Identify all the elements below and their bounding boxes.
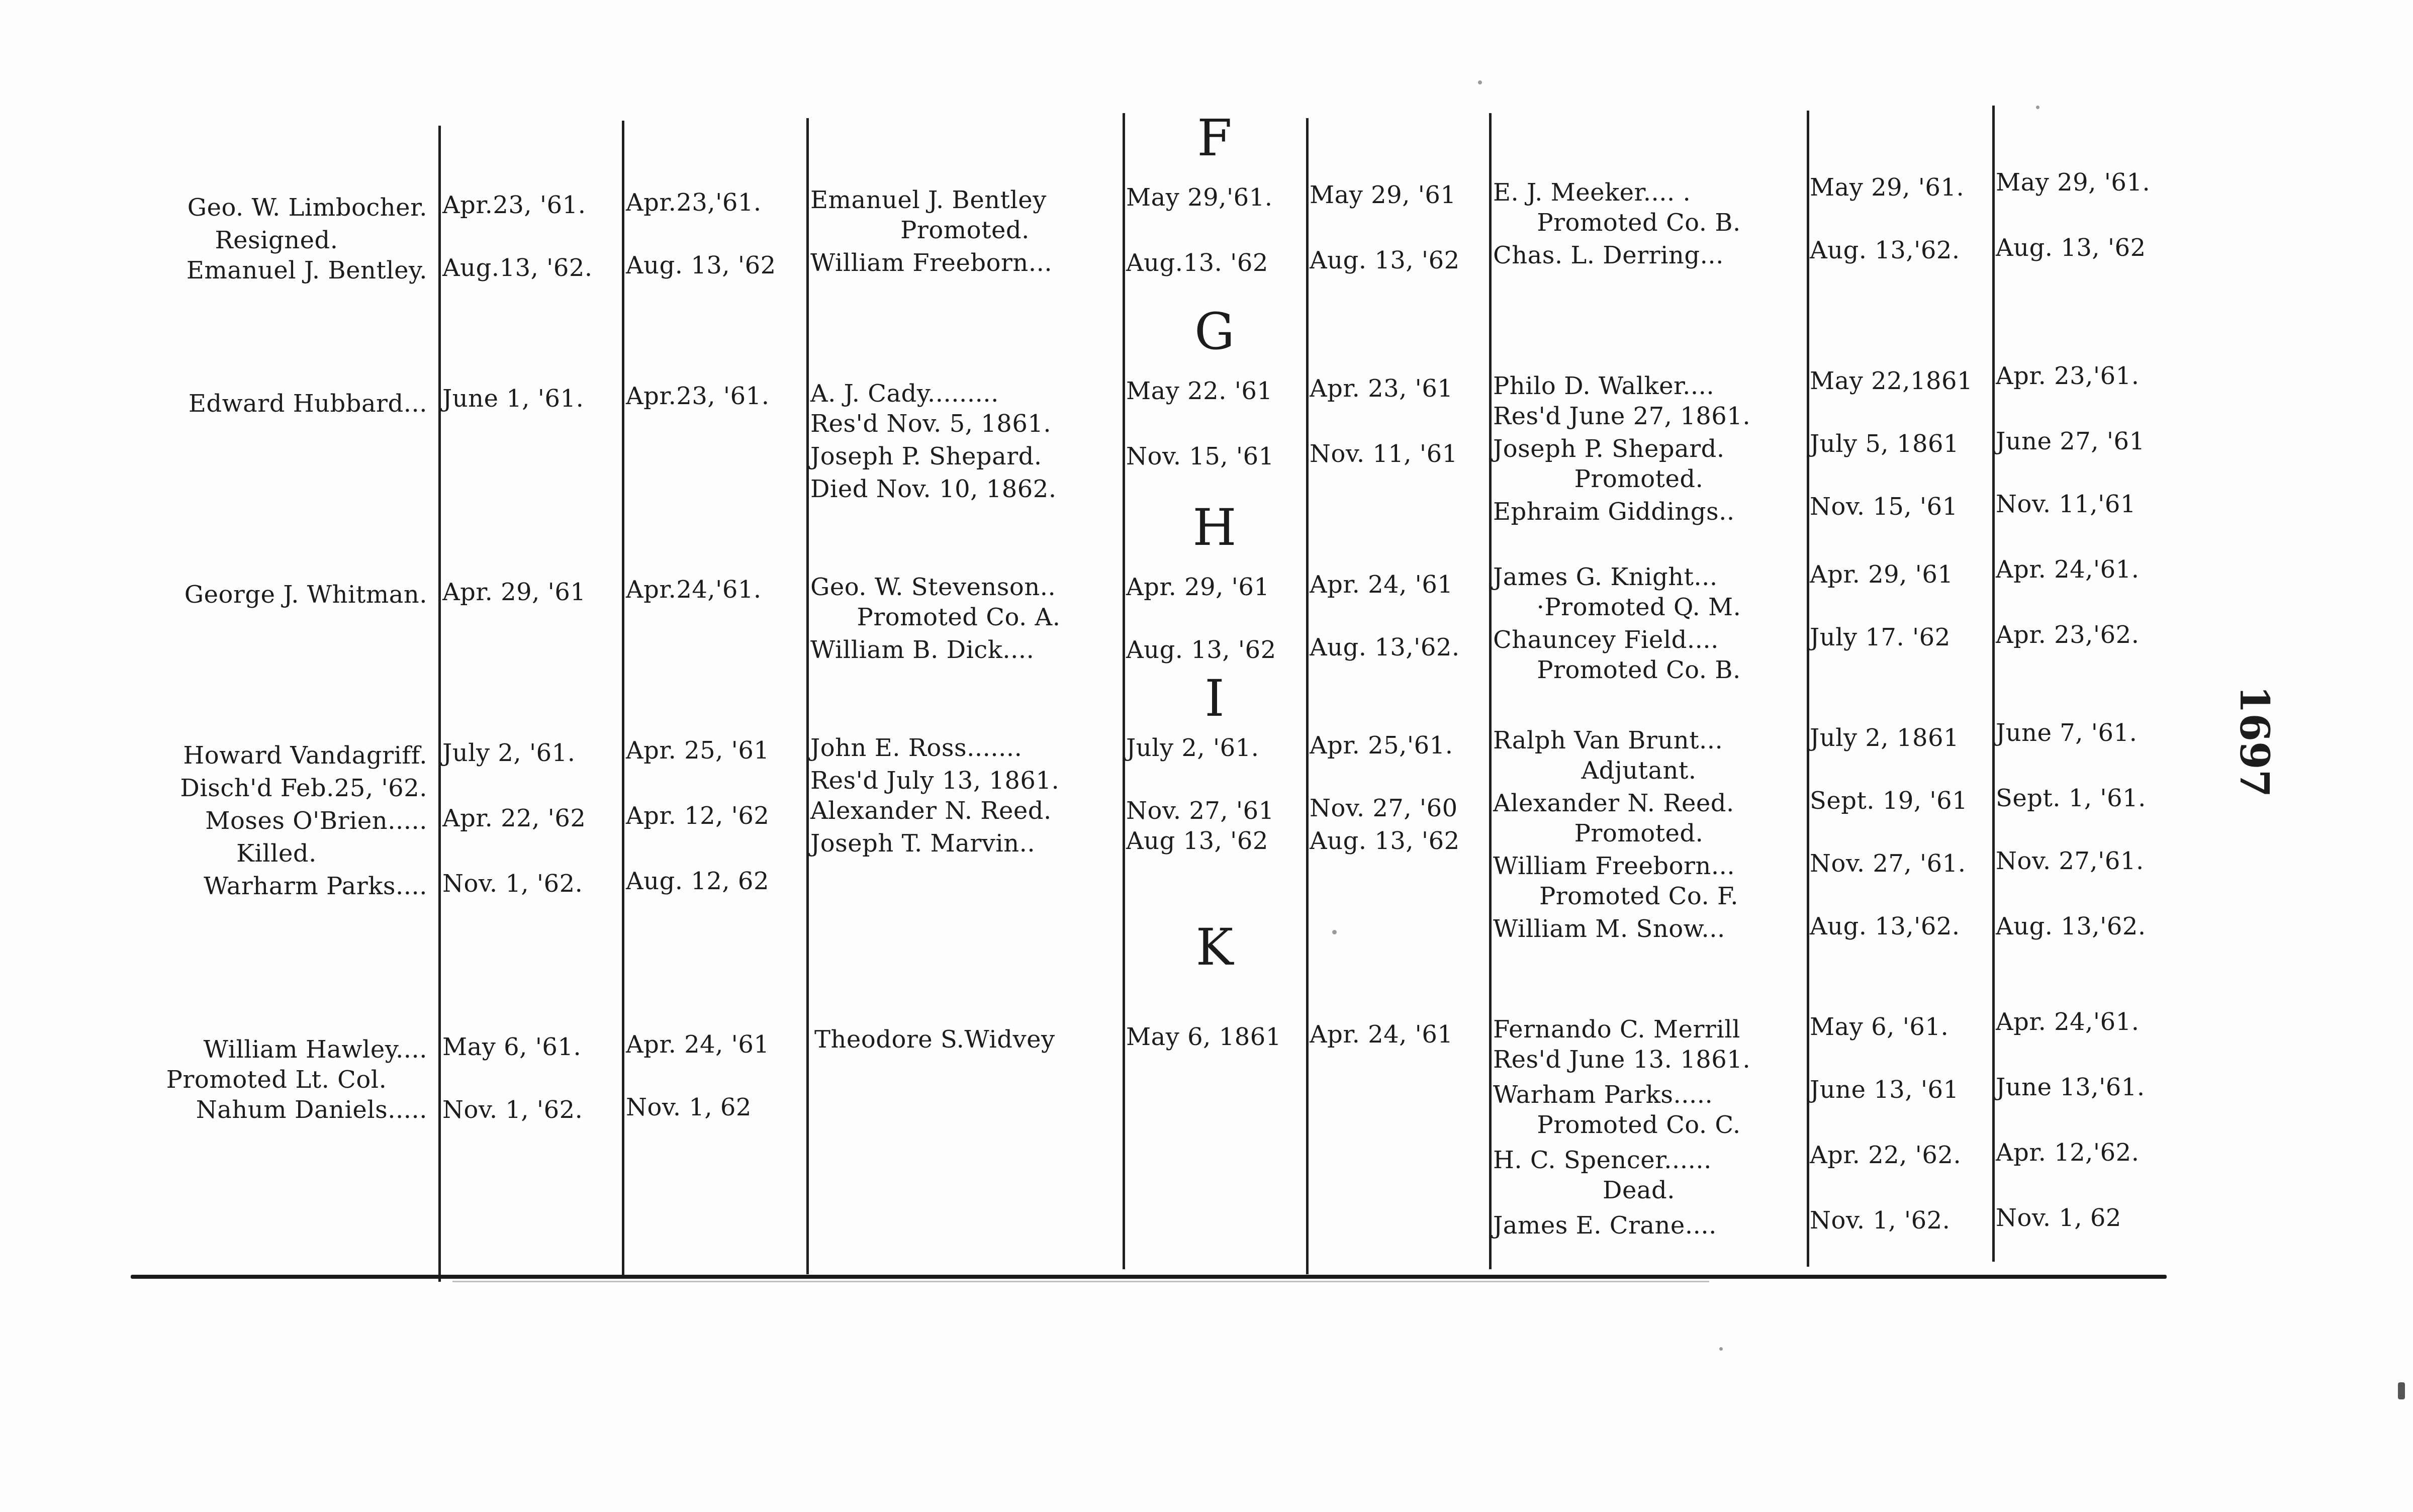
- section-letter-g: G: [1194, 302, 1235, 361]
- column-rule: [438, 126, 441, 1282]
- date-entry: Apr. 29, '61: [442, 578, 586, 606]
- name-note: Promoted.: [900, 216, 1030, 244]
- date-entry: Nov. 1, '62.: [1810, 1206, 1951, 1235]
- scan-speck: [2398, 1382, 2405, 1399]
- name-entry: Edward Hubbard...: [188, 390, 427, 418]
- name-entry: A. J. Cady.........: [810, 380, 999, 408]
- date-entry: Apr. 25, '61: [626, 736, 770, 765]
- date-entry: May 6, 1861: [1126, 1023, 1281, 1051]
- name-entry: Philo D. Walker....: [1493, 372, 1715, 400]
- name-note: Res'd June 13. 1861.: [1493, 1046, 1751, 1074]
- name-entry: Chas. L. Derring...: [1493, 241, 1724, 269]
- name-entry: William Freeborn...: [810, 249, 1053, 277]
- date-entry: Apr. 24, '61: [1310, 1020, 1453, 1049]
- bottom-rule-shadow: [452, 1281, 1709, 1282]
- date-entry: Aug.13. '62: [1126, 249, 1268, 277]
- date-entry: Apr. 12, '62: [626, 802, 770, 830]
- date-entry: July 2, '61.: [1126, 734, 1259, 762]
- date-entry: Apr. 23,'61.: [1996, 362, 2140, 390]
- date-entry: Apr. 24,'61.: [1996, 1008, 2140, 1036]
- section-letter-i: I: [1204, 669, 1225, 728]
- date-entry: Aug. 13,'62.: [1810, 236, 1960, 264]
- name-entry: Emanuel J. Bentley: [810, 186, 1047, 214]
- date-entry: Apr.24,'61.: [626, 576, 762, 604]
- date-entry: June 1, '61.: [442, 385, 584, 413]
- date-entry: Nov. 1, 62: [1996, 1204, 2121, 1232]
- date-entry: Nov. 27, '60: [1310, 794, 1458, 822]
- name-entry: Warharm Parks....: [204, 872, 427, 900]
- date-entry: Apr. 22, '62.: [1810, 1141, 1962, 1169]
- date-entry: Aug. 13,'62.: [1996, 912, 2146, 940]
- date-entry: July 2, 1861: [1810, 724, 1960, 752]
- date-entry: Nov. 11, '61: [1310, 440, 1458, 468]
- name-note: Killed.: [236, 839, 317, 868]
- date-entry: July 5, 1861: [1810, 430, 1960, 458]
- date-entry: May 22,1861: [1810, 367, 1973, 395]
- name-note: Disch'd Feb.25, '62.: [180, 774, 427, 802]
- name-note: Promoted Lt. Col.: [166, 1066, 387, 1094]
- date-entry: Nov. 1, '62.: [442, 1096, 583, 1124]
- date-entry: Apr.23,'61.: [626, 188, 762, 217]
- name-entry: Ephraim Giddings..: [1493, 498, 1735, 526]
- date-entry: Aug. 13,'62.: [1810, 912, 1960, 940]
- name-entry: Alexander N. Reed.: [810, 797, 1052, 825]
- name-entry: William Hawley....: [203, 1035, 427, 1064]
- name-entry: Emanuel J. Bentley.: [186, 256, 427, 285]
- name-entry: William Freeborn...: [1493, 852, 1735, 880]
- date-entry: Aug. 13, '62: [1126, 636, 1276, 664]
- column-rule: [1489, 113, 1492, 1269]
- section-letter-k: K: [1195, 918, 1234, 977]
- date-entry: June 7, '61.: [1996, 719, 2138, 747]
- name-note: Promoted Co. C.: [1537, 1111, 1741, 1139]
- name-note: Dead.: [1603, 1176, 1675, 1204]
- date-entry: May 22. '61: [1126, 377, 1273, 405]
- date-entry: May 29, '61.: [1996, 168, 2151, 197]
- date-entry: Aug. 12, 62: [626, 867, 769, 895]
- scan-speck: [1332, 930, 1337, 934]
- date-entry: Sept. 19, '61: [1810, 787, 1968, 815]
- date-entry: Apr. 25,'61.: [1310, 731, 1453, 760]
- date-entry: Aug. 13, '62: [1996, 234, 2146, 262]
- date-entry: Nov. 11,'61: [1996, 490, 2136, 518]
- date-entry: Apr.23, '61.: [626, 382, 770, 410]
- date-entry: Aug. 13, '62: [1310, 246, 1460, 274]
- section-letter-f: F: [1197, 109, 1232, 167]
- date-entry: Aug. 13, '62: [626, 251, 776, 279]
- date-entry: Apr. 12,'62.: [1996, 1139, 2140, 1167]
- section-letter-h: H: [1192, 498, 1237, 557]
- name-entry: Nahum Daniels.....: [196, 1096, 427, 1124]
- name-entry: William M. Snow...: [1493, 915, 1725, 943]
- name-entry: Geo. W. Limbocher.: [187, 194, 427, 222]
- date-entry: Apr. 24, '61: [1310, 571, 1453, 599]
- date-entry: Aug. 13,'62.: [1310, 633, 1460, 662]
- date-entry: Apr.23, '61.: [442, 191, 586, 219]
- name-entry: James G. Knight...: [1493, 563, 1718, 591]
- date-entry: May 29, '61: [1310, 181, 1456, 209]
- date-entry: May 29,'61.: [1126, 183, 1273, 212]
- name-entry: Joseph P. Shepard.: [810, 442, 1042, 470]
- name-entry: Moses O'Brien.....: [205, 807, 427, 835]
- column-rule: [1992, 106, 1995, 1262]
- date-entry: Nov. 27, '61.: [1810, 849, 1966, 878]
- name-entry: George J. Whitman.: [184, 581, 427, 609]
- name-note: Res'd Nov. 5, 1861.: [810, 410, 1052, 438]
- date-entry: June 13,'61.: [1996, 1073, 2145, 1101]
- name-note: Res'd July 13, 1861.: [810, 767, 1060, 795]
- name-note: Adjutant.: [1581, 757, 1697, 785]
- name-entry: William B. Dick....: [810, 636, 1035, 664]
- name-entry: Chauncey Field....: [1493, 626, 1719, 654]
- name-entry: Theodore S.Widvey: [814, 1025, 1055, 1054]
- name-note: Promoted Co. F.: [1539, 882, 1739, 910]
- date-entry: Nov. 1, 62: [626, 1093, 752, 1121]
- date-entry: Apr. 24,'61.: [1996, 555, 2140, 584]
- date-entry: Apr. 29, '61: [1810, 560, 1954, 589]
- name-note: Promoted.: [1574, 465, 1704, 493]
- date-entry: Apr. 24, '61: [626, 1030, 770, 1059]
- name-entry: Joseph T. Marvin..: [810, 829, 1036, 858]
- date-entry: Nov. 27,'61.: [1996, 847, 2144, 875]
- column-rule: [806, 118, 809, 1274]
- date-entry: Aug.13, '62.: [442, 254, 593, 282]
- name-entry: Ralph Van Brunt...: [1493, 726, 1723, 754]
- column-rule: [1123, 113, 1125, 1269]
- name-note: Res'd June 27, 1861.: [1493, 402, 1751, 430]
- name-note: Promoted.: [1574, 819, 1704, 847]
- name-entry: Fernando C. Merrill: [1493, 1015, 1740, 1044]
- name-entry: Alexander N. Reed.: [1493, 789, 1734, 817]
- name-entry: Howard Vandagriff.: [183, 741, 427, 770]
- date-entry: May 6, '61.: [1810, 1013, 1949, 1041]
- scan-speck: [1478, 80, 1482, 84]
- column-rule: [1306, 118, 1309, 1274]
- date-entry: July 17. '62: [1810, 623, 1951, 651]
- name-note: Resigned.: [215, 226, 338, 254]
- date-entry: Nov. 15, '61: [1126, 442, 1274, 470]
- scan-speck: [1719, 1347, 1723, 1351]
- date-entry: Nov. 1, '62.: [442, 870, 583, 898]
- date-entry: Nov. 15, '61: [1810, 493, 1958, 521]
- date-entry: Sept. 1, '61.: [1996, 784, 2146, 812]
- name-note: Died Nov. 10, 1862.: [810, 475, 1057, 503]
- date-entry: June 27, '61: [1996, 427, 2145, 455]
- name-entry: H. C. Spencer......: [1493, 1146, 1712, 1174]
- scan-speck: [2036, 106, 2039, 109]
- date-entry: May 6, '61.: [442, 1033, 582, 1061]
- name-entry: John E. Ross.......: [810, 734, 1023, 762]
- name-entry: Joseph P. Shepard.: [1493, 435, 1725, 463]
- name-note: Promoted Co. A.: [857, 603, 1061, 631]
- date-entry: Apr. 23,'62.: [1996, 621, 2140, 649]
- date-entry: May 29, '61.: [1810, 173, 1965, 202]
- date-entry: June 13, '61: [1810, 1076, 1959, 1104]
- name-entry: Warham Parks.....: [1493, 1081, 1713, 1109]
- bottom-rule: [131, 1275, 2167, 1279]
- column-rule: [622, 121, 624, 1277]
- date-entry: July 2, '61.: [442, 739, 576, 767]
- name-entry: James E. Crane....: [1493, 1211, 1717, 1240]
- name-note: ·Promoted Q. M.: [1536, 593, 1741, 621]
- name-note: Promoted Co. B.: [1537, 656, 1741, 684]
- name-entry: E. J. Meeker.... .: [1493, 178, 1691, 207]
- date-entry: Apr. 23, '61: [1310, 374, 1453, 403]
- date-entry: Apr. 22, '62: [442, 804, 586, 832]
- page-number: 1697: [2231, 685, 2278, 798]
- name-note: Promoted Co. B.: [1537, 209, 1741, 237]
- date-entry: Aug. 13, '62: [1310, 827, 1460, 855]
- column-rule: [1807, 111, 1809, 1267]
- date-entry: Apr. 29, '61: [1126, 573, 1270, 601]
- date-entry: Aug 13, '62: [1126, 827, 1268, 855]
- name-entry: Geo. W. Stevenson..: [810, 573, 1056, 601]
- date-entry: Nov. 27, '61: [1126, 797, 1274, 825]
